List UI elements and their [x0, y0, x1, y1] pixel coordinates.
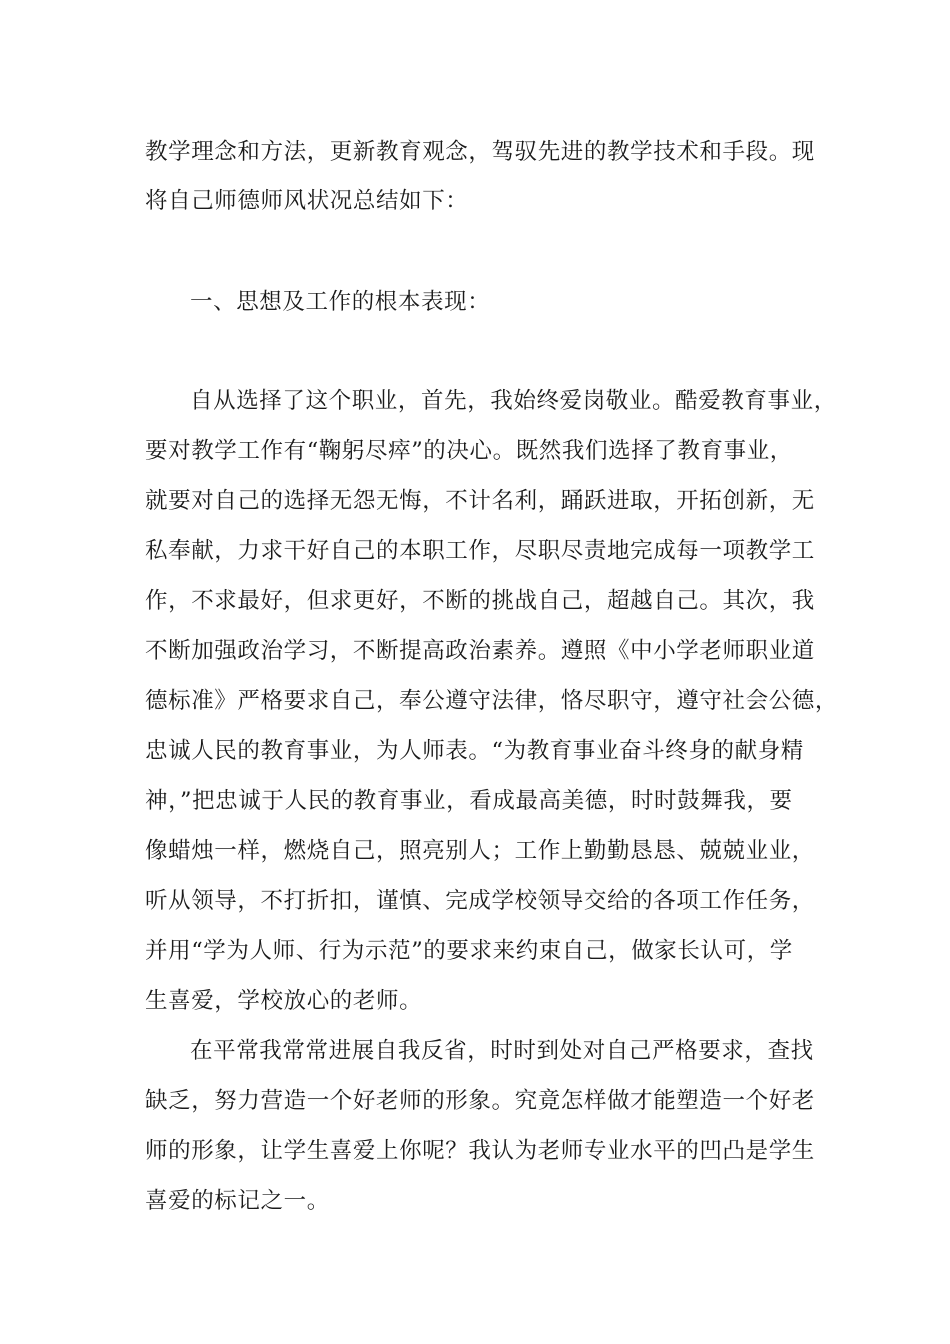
paragraph-line: 德标准》严格要求自己，奉公遵守法律，恪尽职守，遵守社会公德，	[145, 688, 839, 714]
paragraph-line: 听从领导，不打折扣，谨慎、完成学校领导交给的各项工作任务，	[145, 888, 815, 914]
paragraph-line: 自从选择了这个职业，首先，我始终爱岗敬业。酷爱教育事业，	[190, 388, 837, 414]
paragraph-line: 并用“学为人师、行为示范”的要求来约束自己，做家长认可，学	[145, 938, 793, 964]
paragraph-line: 要对教学工作有“鞠躬尽瘁”的决心。既然我们选择了教育事业，	[145, 438, 793, 464]
section-heading: 一、思想及工作的根本表现：	[190, 289, 491, 315]
paragraph-line: 师的形象，让学生喜爱上你呢？我认为老师专业水平的凹凸是学生	[145, 1138, 815, 1164]
paragraph-line: 喜爱的标记之一。	[145, 1188, 330, 1214]
paragraph-line: 私奉献，力求干好自己的本职工作，尽职尽责地完成每一项教学工	[145, 538, 815, 564]
paragraph-line: 在平常我常常进展自我反省，时时到处对自己严格要求，查找	[190, 1038, 814, 1064]
paragraph-line: 生喜爱，学校放心的老师。	[145, 988, 423, 1014]
intro-line: 教学理念和方法，更新教育观念，驾驭先进的教学技术和手段。现	[145, 139, 815, 165]
paragraph-line: 神，”把忠诚于人民的教育事业，看成最高美德，时时鼓舞我，要	[145, 788, 793, 814]
paragraph-line: 缺乏，努力营造一个好老师的形象。究竟怎样做才能塑造一个好老	[145, 1088, 815, 1114]
paragraph-line: 忠诚人民的教育事业，为人师表。“为教育事业奋斗终身的献身精	[145, 738, 804, 764]
paragraph-line: 就要对自己的选择无怨无悔，不计名利，踊跃进取，开拓创新，无	[145, 488, 815, 514]
paragraph-line: 作，不求最好，但求更好，不断的挑战自己，超越自己。其次，我	[145, 588, 815, 614]
intro-line: 将自己师德师风状况总结如下：	[145, 188, 469, 214]
paragraph-line: 像蜡烛一样，燃烧自己，照亮别人；工作上勤勤恳恳、兢兢业业，	[145, 838, 815, 864]
paragraph-line: 不断加强政治学习，不断提高政治素养。遵照《中小学老师职业道	[145, 638, 815, 664]
